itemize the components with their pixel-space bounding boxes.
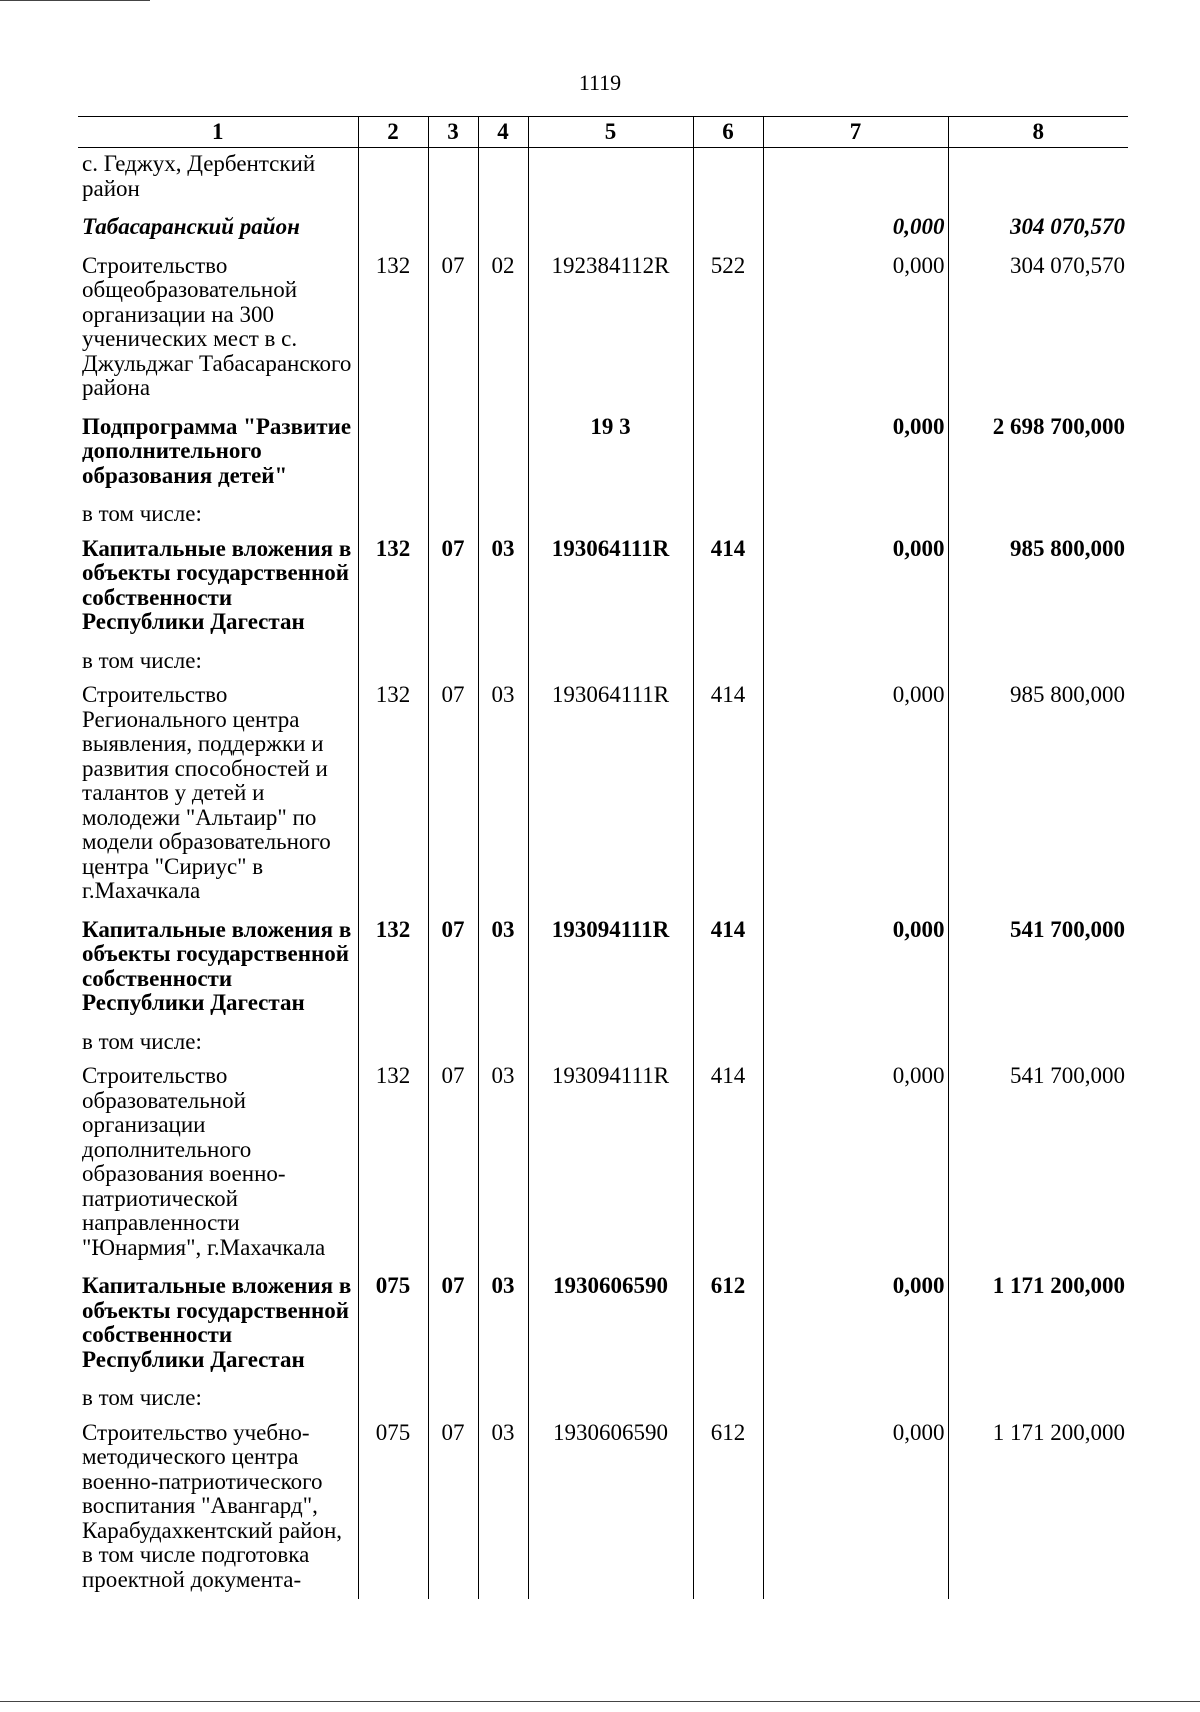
table-row: [78, 1417, 1128, 1599]
row-description: Капитальные вложения в объекты государственной собственности Республики Дагестан: [82, 1273, 352, 1372]
row-description: в том числе:: [82, 1028, 202, 1054]
row-value-7: 0,000: [763, 1270, 948, 1382]
table-row: [78, 645, 1128, 680]
row-code-3: 07: [428, 679, 478, 914]
row-code-4: 03: [478, 1270, 528, 1382]
budget-table: [78, 116, 1128, 1599]
row-code-2: [358, 211, 428, 250]
row-target-code: 193094111R: [528, 914, 693, 1026]
row-description: Строительство образовательной организации дополнительного образования военно-патриотической направленности "Юнармия", г.Махачкала: [82, 1063, 326, 1260]
row-value-7: [763, 1026, 948, 1061]
header-col-6: 6: [693, 117, 763, 148]
row-code-2: 132: [358, 914, 428, 1026]
table-row: [78, 148, 1128, 212]
row-code-4: [478, 411, 528, 499]
row-target-code: 192384112R: [528, 250, 693, 411]
table-header-row: [78, 117, 1128, 148]
row-code-6: [693, 148, 763, 212]
row-value-7: 0,000: [763, 1417, 948, 1599]
row-value-7: 0,000: [763, 1060, 948, 1270]
row-code-3: [428, 148, 478, 212]
row-code-6: 612: [693, 1270, 763, 1382]
row-description: Подпрограмма "Развитие дополнительного образования детей": [82, 413, 352, 488]
row-value-7: 0,000: [763, 211, 948, 250]
row-value-8: [948, 148, 1128, 212]
row-code-4: 03: [478, 533, 528, 645]
row-code-3: 07: [428, 1270, 478, 1382]
row-code-3: [428, 211, 478, 250]
table-row: [78, 498, 1128, 533]
row-description: Строительство общеобразовательной организации на 300 ученических мест в с. Джульджаг Табасаранского района: [82, 252, 352, 400]
row-code-2: 132: [358, 1060, 428, 1270]
header-col-1: 1: [78, 117, 358, 148]
row-description: Табасаранский район: [82, 214, 300, 239]
header-col-8: 8: [948, 117, 1128, 148]
row-code-6: [693, 1382, 763, 1417]
row-value-8: [948, 645, 1128, 680]
row-target-code: [528, 1026, 693, 1061]
row-value-8: 985 800,000: [948, 533, 1128, 645]
row-value-8: 2 698 700,000: [948, 411, 1128, 499]
row-code-3: 07: [428, 914, 478, 1026]
row-code-6: 414: [693, 1060, 763, 1270]
row-code-2: [358, 148, 428, 212]
row-target-code: [528, 1382, 693, 1417]
header-col-3: 3: [428, 117, 478, 148]
scan-edge-line: [0, 1701, 1200, 1702]
row-value-7: [763, 1382, 948, 1417]
row-code-2: [358, 645, 428, 680]
table-body: [78, 148, 1128, 1599]
row-code-4: [478, 1026, 528, 1061]
row-value-7: [763, 645, 948, 680]
row-value-8: 304 070,570: [948, 250, 1128, 411]
header-col-7: 7: [763, 117, 948, 148]
row-code-2: 132: [358, 679, 428, 914]
row-target-code: [528, 211, 693, 250]
row-code-2: [358, 498, 428, 533]
row-code-6: 414: [693, 914, 763, 1026]
row-code-4: 02: [478, 250, 528, 411]
row-code-2: 075: [358, 1270, 428, 1382]
row-code-2: 132: [358, 250, 428, 411]
row-value-7: [763, 148, 948, 212]
row-value-7: 0,000: [763, 679, 948, 914]
row-value-8: 985 800,000: [948, 679, 1128, 914]
row-code-3: [428, 1382, 478, 1417]
row-code-4: [478, 645, 528, 680]
scan-edge-line: [0, 0, 150, 1]
row-code-3: [428, 498, 478, 533]
row-target-code: [528, 498, 693, 533]
table-row: [78, 250, 1128, 411]
row-target-code: 1930606590: [528, 1270, 693, 1382]
header-col-5: 5: [528, 117, 693, 148]
row-value-7: 0,000: [763, 250, 948, 411]
row-description: Строительство учебно-методического центра военно-патриотического воспитания "Авангард", Карабудахкентский район, в том числе подготовка проектной документа-: [82, 1419, 343, 1592]
row-target-code: 193094111R: [528, 1060, 693, 1270]
row-value-8: [948, 1382, 1128, 1417]
row-code-3: [428, 1026, 478, 1061]
row-value-8: 541 700,000: [948, 914, 1128, 1026]
row-value-7: [763, 498, 948, 533]
page-number: 1119: [578, 70, 622, 95]
row-value-7: 0,000: [763, 411, 948, 499]
row-code-4: 03: [478, 679, 528, 914]
row-code-6: 414: [693, 533, 763, 645]
row-target-code: [528, 645, 693, 680]
table-row: [78, 411, 1128, 499]
row-code-6: [693, 498, 763, 533]
row-code-6: 414: [693, 679, 763, 914]
row-code-6: [693, 411, 763, 499]
row-description: Капитальные вложения в объекты государственной собственности Республики Дагестан: [82, 916, 352, 1015]
row-code-4: [478, 211, 528, 250]
row-value-8: 541 700,000: [948, 1060, 1128, 1270]
table-row: [78, 533, 1128, 645]
header-col-2: 2: [358, 117, 428, 148]
row-target-code: 1930606590: [528, 1417, 693, 1599]
row-code-6: [693, 1026, 763, 1061]
table-row: [78, 679, 1128, 914]
row-code-2: 075: [358, 1417, 428, 1599]
row-description: в том числе:: [82, 501, 202, 526]
row-value-8: 304 070,570: [948, 211, 1128, 250]
row-code-4: 03: [478, 914, 528, 1026]
row-description: в том числе:: [82, 647, 202, 673]
row-code-4: 03: [478, 1417, 528, 1599]
row-code-3: [428, 411, 478, 499]
row-description: Строительство Регионального центра выявления, поддержки и развития способностей и талантов у детей и молодежи "Альтаир" по модели образовательного центра "Сириус" в г.Махачкала: [82, 682, 331, 903]
row-description: Капитальные вложения в объекты государственной собственности Республики Дагестан: [82, 535, 352, 634]
row-code-3: [428, 645, 478, 680]
row-value-7: 0,000: [763, 533, 948, 645]
row-code-6: 612: [693, 1417, 763, 1599]
row-code-3: 07: [428, 250, 478, 411]
row-value-8: 1 171 200,000: [948, 1270, 1128, 1382]
row-code-3: 07: [428, 1417, 478, 1599]
row-code-4: [478, 498, 528, 533]
row-code-2: [358, 1026, 428, 1061]
row-code-2: 132: [358, 533, 428, 645]
header-col-4: 4: [478, 117, 528, 148]
row-code-6: [693, 645, 763, 680]
table-row: [78, 1382, 1128, 1417]
row-code-2: [358, 1382, 428, 1417]
row-value-8: [948, 498, 1128, 533]
row-code-3: 07: [428, 1060, 478, 1270]
table-row: [78, 1026, 1128, 1061]
row-value-7: 0,000: [763, 914, 948, 1026]
row-code-6: 522: [693, 250, 763, 411]
row-code-3: 07: [428, 533, 478, 645]
row-description: с. Геджух, Дербентский район: [82, 151, 316, 201]
row-code-2: [358, 411, 428, 499]
row-code-4: 03: [478, 1060, 528, 1270]
row-target-code: 19 3: [528, 411, 693, 499]
table-row: [78, 914, 1128, 1026]
table-row: [78, 1270, 1128, 1382]
row-target-code: 193064111R: [528, 533, 693, 645]
row-target-code: [528, 148, 693, 212]
row-code-4: [478, 148, 528, 212]
row-code-4: [478, 1382, 528, 1417]
row-value-8: 1 171 200,000: [948, 1417, 1128, 1599]
table-row: [78, 1060, 1128, 1270]
row-target-code: 193064111R: [528, 679, 693, 914]
table-row: [78, 211, 1128, 250]
row-value-8: [948, 1026, 1128, 1061]
row-code-6: [693, 211, 763, 250]
row-description: в том числе:: [82, 1385, 202, 1410]
